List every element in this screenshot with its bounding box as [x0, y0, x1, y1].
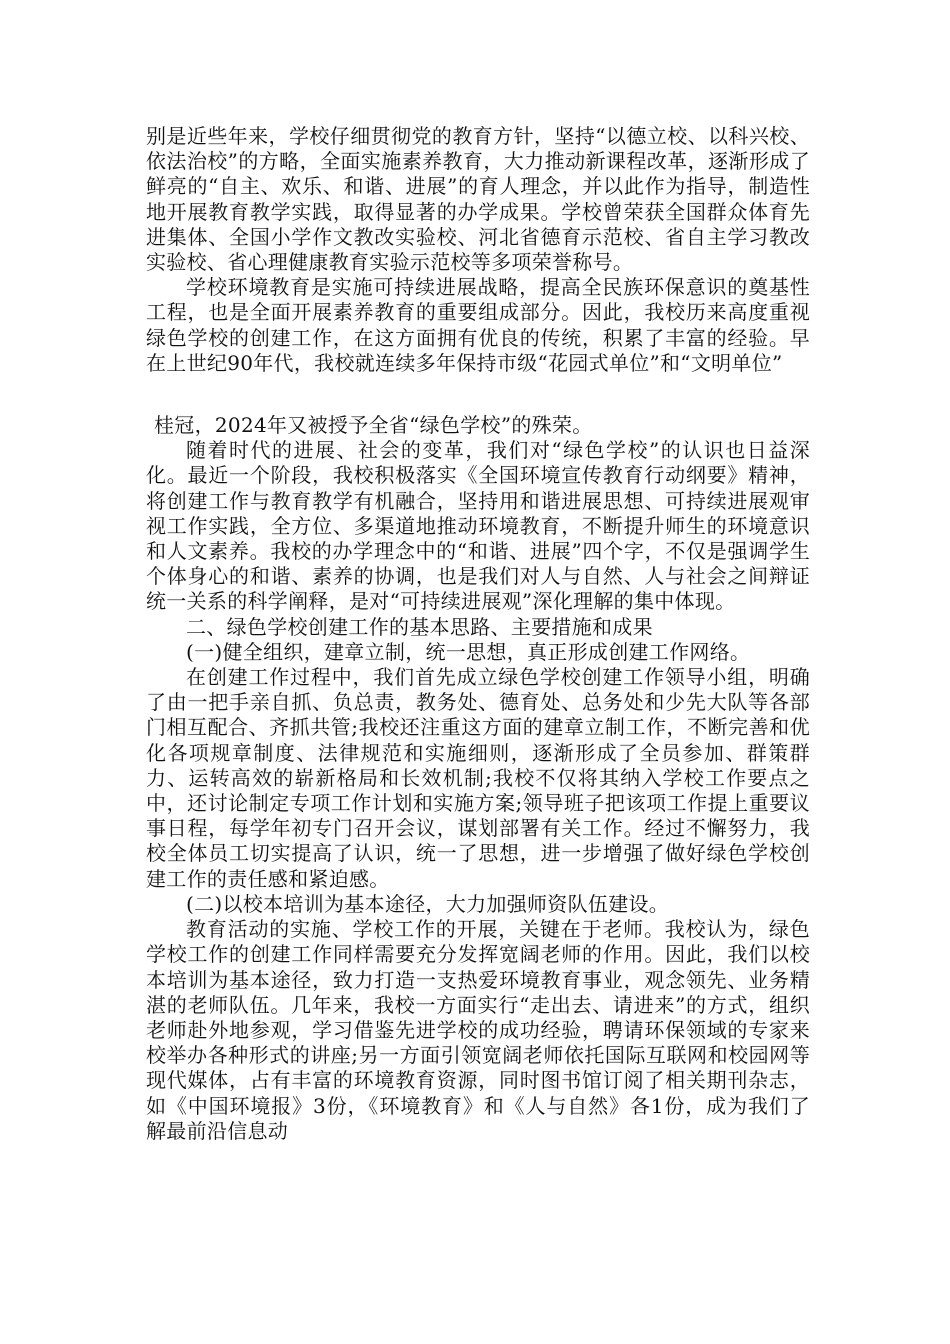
subheading-training: (二)以校本培训为基本途径，大力加强师资队伍建设。 [186, 891, 670, 916]
subheading-organization: (一)健全组织，建章立制，统一思想，真正形成创建工作网络。 [186, 639, 751, 664]
document-page [146, 124, 810, 1144]
paragraph-organization: 在创建工作过程中，我们首先成立绿色学校创建工作领导小组，明确了由一把手亲自抓、负总责，教务处、德育处、总务处和少先大队等各部门相互配合、齐抓共管;我校还注重这方面的建章立制工作，不断完善和优化各项规章制度、法律规范和实施细则，逐渐形成了全员参加、群策群力、运转高效的崭新格局和长效机制;我校不仅将其纳入学校工作要点之中，还讨论制定专项工作计划和实施方案;领导班子把该项工作提上重要议事日程，每学年初专门召开会议，谋划部署有关工作。经过不懈努力，我校全体员工切实提高了认识，统一了思想，进一步增强了做好绿色学校创建工作的责任感和紧迫感。 [146, 665, 810, 891]
section-heading: 二、绿色学校创建工作的基本思路、主要措施和成果 [186, 614, 653, 639]
paragraph-green-school: 随着时代的进展、社会的变革，我们对“绿色学校”的认识也日益深化。最近一个阶段，我校积极落实《全国环境宣传教育行动纲要》精神，将创建工作与教育教学有机融合，坚持用和谐进展思想、可持续进展观审视工作实践，全方位、多渠道地推动环境教育，不断提升师生的环境意识和人文素养。我校的办学理念中的“和谐、进展”四个字，不仅是强调学生个体身心的和谐、素养的协调，也是我们对人与自然、人与社会之间辩证统一关系的科学阐释，是对“可持续进展观”深化理解的集中体现。 [146, 438, 810, 614]
paragraph-continued: 别是近些年来，学校仔细贯彻党的教育方针，坚持“以德立校、以科兴校、依法治校”的方略，全面实施素养教育，大力推动新课程改革，逐渐形成了鲜亮的“自主、欢乐、和谐、进展”的育人理念，并以此作为指导，制造性地开展教育教学实践，取得显著的办学成果。学校曾荣获全国群众体育先进集体、全国小学作文教改实验校、河北省德育示范校、省自主学习教改实验校、省心理健康教育实验示范校等多项荣誉称号。 [146, 124, 810, 275]
page-gap [146, 376, 810, 413]
paragraph-environment-education: 学校环境教育是实施可持续进展战略，提高全民族环保意识的奠基性工程，也是全面开展素养教育的重要组成部分。因此，我校历来高度重视绿色学校的创建工作，在这方面拥有优良的传统，积累了丰富的经验。早在上世纪90年代，我校就连续多年保持市级“花园式单位”和“文明单位” [146, 275, 810, 375]
paragraph-honor: 桂冠，2024年又被授予全省“绿色学校”的殊荣。 [154, 413, 593, 438]
paragraph-training: 教育活动的实施、学校工作的开展，关键在于老师。我校认为，绿色学校工作的创建工作同样需要充分发挥宽阔老师的作用。因此，我们以校本培训为基本途径，致力打造一支热爱环境教育事业，观念领先、业务精湛的老师队伍。几年来，我校一方面实行“走出去、请进来”的方式，组织老师赴外地参观，学习借鉴先进学校的成功经验，聘请环保领域的专家来校举办各种形式的讲座;另一方面引领宽阔老师依托国际互联网和校园网等现代媒体，占有丰富的环境教育资源，同时图书馆订阅了相关期刊杂志，如《中国环境报》3份，《环境教育》和《人与自然》各1份，成为我们了解最前沿信息动 [146, 917, 810, 1143]
